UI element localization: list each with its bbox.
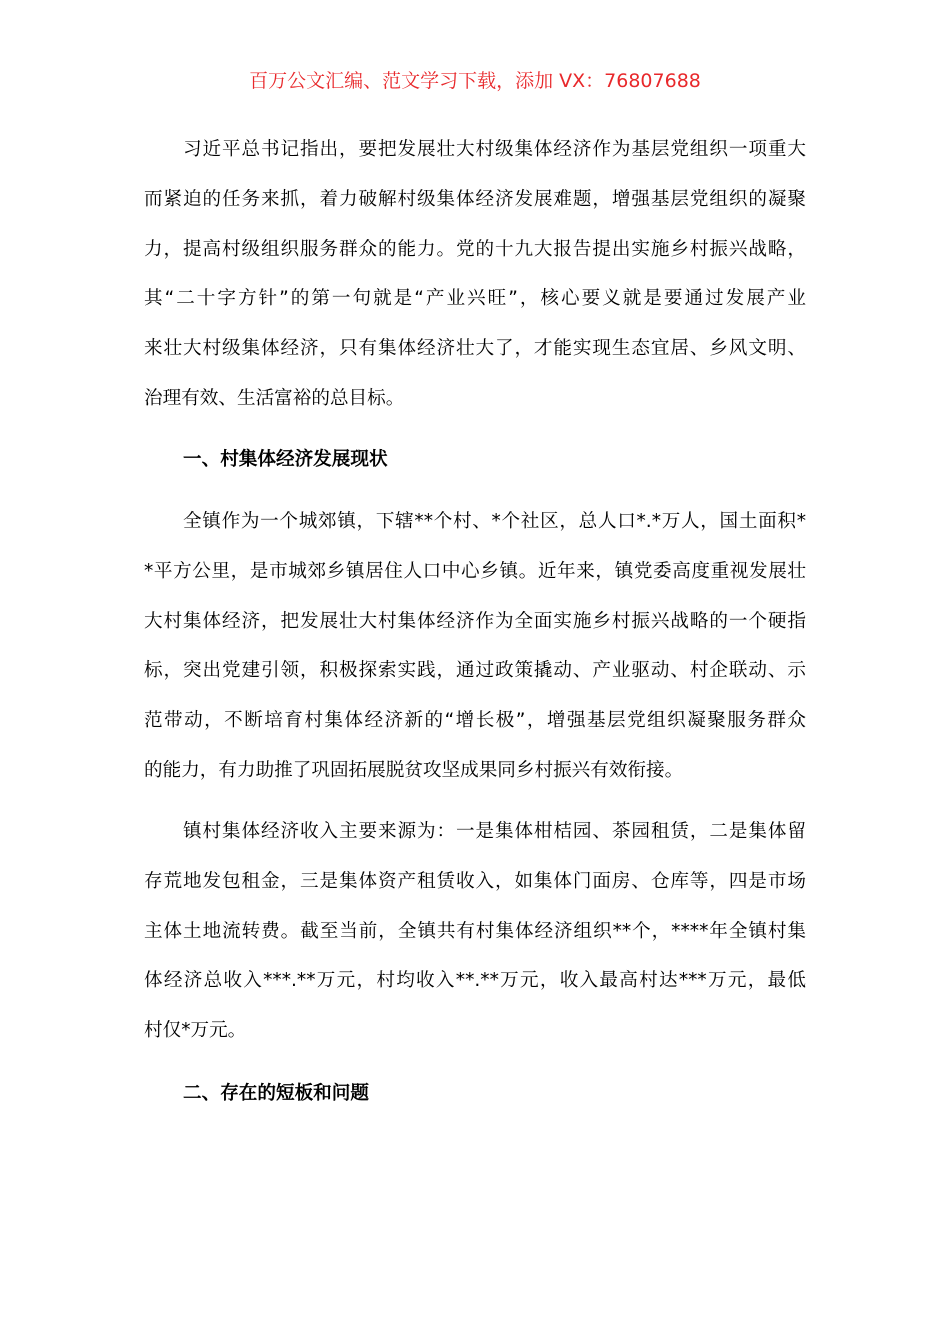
text-line: 镇村集体经济收入主要来源为：一是集体柑桔园、茶园租赁，二是集体留 <box>183 821 806 842</box>
text-line: 村仅*万元。 <box>144 1020 247 1042</box>
text-line: 习近平总书记指出，要把发展壮大村级集体经济作为基层党组织一项重大 <box>183 139 806 160</box>
watermark-header: 百万公文汇编、范文学习下载，添加 VX：76807688 <box>249 70 701 92</box>
text-line: 标，突出党建引领，积极探索实践，通过政策撬动、产业驱动、村企联动、示 <box>144 660 806 682</box>
paragraph-2 <box>144 508 806 807</box>
text-line: 大村集体经济，把发展壮大村集体经济作为全面实施乡村振兴战略的一个硬指 <box>144 610 806 632</box>
section-heading-2: 二、存在的短板和问题 <box>183 1083 369 1104</box>
section-heading-1: 一、村集体经济发展现状 <box>183 449 388 470</box>
text-line: 的能力，有力助推了巩固拓展脱贫攻坚成果同乡村振兴有效衔接。 <box>144 759 684 781</box>
text-line: 而紧迫的任务来抓，着力破解村级集体经济发展难题，增强基层党组织的凝聚 <box>144 188 806 210</box>
paragraph-3 <box>144 818 806 1067</box>
text-line: 全镇作为一个城郊镇，下辖**个村、*个社区，总人口*.*万人，国土面积* <box>183 511 806 532</box>
text-line: 范带动，不断培育村集体经济新的“增长极”，增强基层党组织凝聚服务群众 <box>144 710 806 732</box>
text-line: 体经济总收入***.**万元，村均收入**.**万元，收入最高村达***万元，最低 <box>144 970 806 992</box>
paragraph-1 <box>144 136 806 435</box>
text-line: 来壮大村级集体经济，只有集体经济壮大了，才能实现生态宜居、乡风文明、 <box>144 338 806 360</box>
text-line: *平方公里，是市城郊乡镇居住人口中心乡镇。近年来，镇党委高度重视发展壮 <box>144 560 806 582</box>
text-line: 主体土地流转费。截至当前，全镇共有村集体经济组织**个，****年全镇村集 <box>144 920 806 942</box>
text-line: 治理有效、生活富裕的总目标。 <box>144 387 405 409</box>
text-line: 其“二十字方针”的第一句就是“产业兴旺”，核心要义就是要通过发展产业 <box>144 288 806 310</box>
text-line: 力，提高村级组织服务群众的能力。党的十九大报告提出实施乡村振兴战略， <box>144 238 806 260</box>
text-line: 存荒地发包租金，三是集体资产租赁收入，如集体门面房、仓库等，四是市场 <box>144 870 806 892</box>
